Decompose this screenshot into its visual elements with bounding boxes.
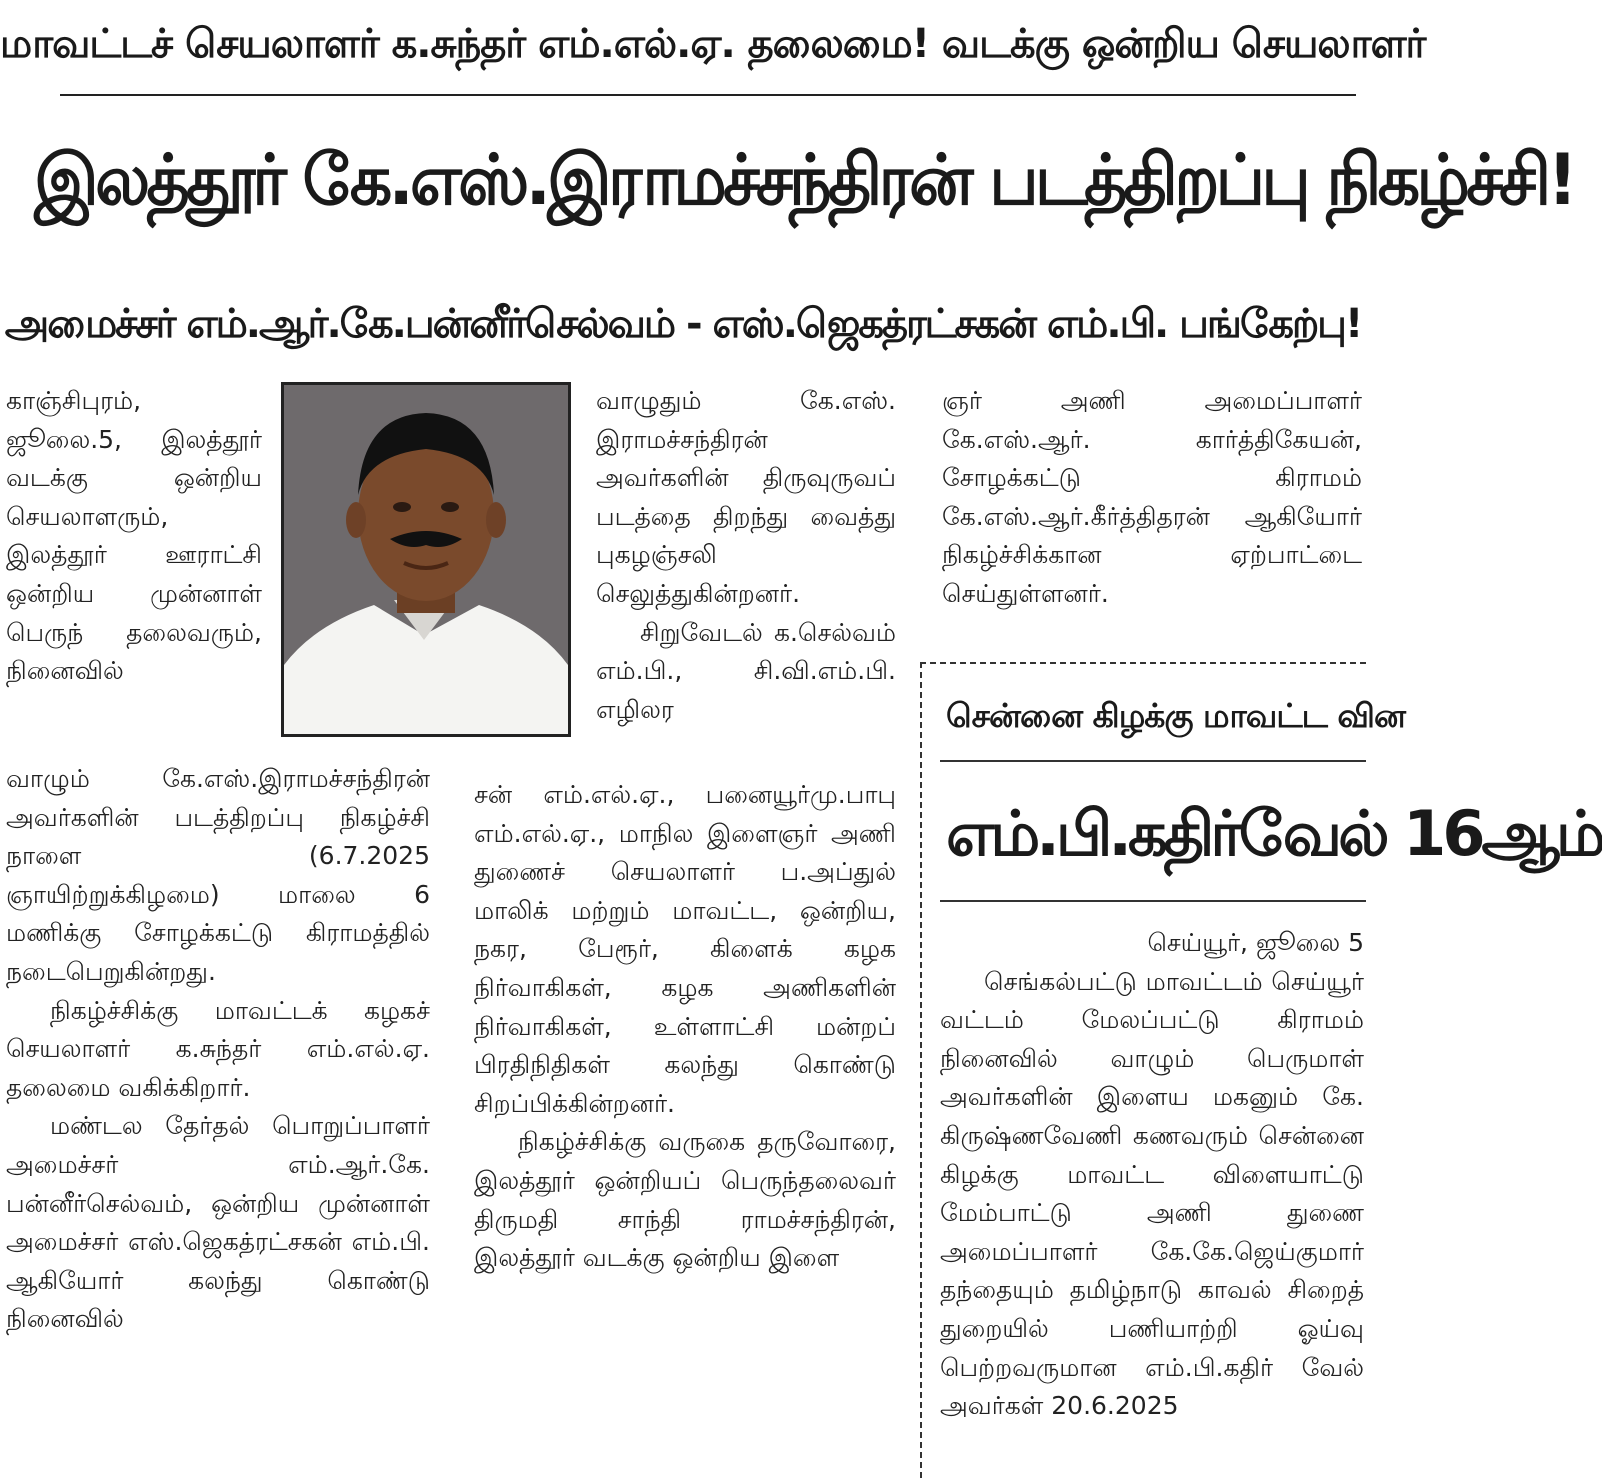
article-paragraph: சிறுவேடல் க.செல்வம் எம்.பி., சி.வி.எம்.பி. எழிலர <box>596 617 896 724</box>
article-paragraph: செங்கல்பட்டு மாவட்டம் செய்யூர் வட்டம் மேலப்பட்டு கிராமம் நினைவில் வாழும் பெருமாள் அவர்களின் இளைய மகனும் கே. கிருஷ்ணவேணி கணவரும் சென்னை கிழக்கு மாவட்ட விளையாட்டு மேம்பாட்டு அணி துணை அமைப்பாளர் கே.கே.ஜெய்குமார் தந்தையும் தமிழ்நாடு காவல் சிறைத் துறையில் பணியாற்றி ஓய்வு பெற்றவருமான எம்.பி.கதிர் வேல் அவர்கள் 20.6.2025 <box>940 966 1364 1421</box>
second-article-kicker: சென்னை கிழக்கு மாவட்ட வின <box>946 696 1405 735</box>
kicker-text: மாவட்டச் செயலாளர் க.சுந்தர் எம்.எல்.ஏ. தலைமை! வடக்கு ஒன்றிய செயலாளர் <box>0 21 1426 67</box>
subheadline: அமைச்சர் எம்.ஆர்.கே.பன்னீர்செல்வம் - எஸ்.ஜெகத்ரட்சகன் எம்.பி. பங்கேற்பு! <box>4 301 1362 347</box>
article-column-2-bottom <box>474 776 896 1478</box>
article-column-2-top <box>596 382 896 802</box>
article-paragraph: ஞர் அணி அமைப்பாளர் கே.எஸ்.ஆர். கார்த்திகேயன், சோழக்கட்டு கிராமம் கே.எஸ்.ஆர்.கீர்த்திதரன் ஆகியோர் நிகழ்ச்சிக்கான ஏற்பாட்டை செய்துள்ளனர். <box>942 386 1362 608</box>
kicker-rule <box>60 94 1356 96</box>
article-column-1-bottom <box>6 760 430 1478</box>
second-article-rule <box>940 760 1366 762</box>
second-article-body <box>940 924 1364 1478</box>
article-paragraph: காஞ்சிபுரம், ஜூலை.5, இலத்தூர் வடக்கு ஒன்றிய செயலாளரும், இலத்தூர் ஊராட்சி ஒன்றிய முன்னாள் பெருந் தலைவரும், நினைவில் <box>6 386 262 686</box>
second-article-dateline: செய்யூர், ஜூலை 5 <box>1147 928 1364 957</box>
portrait-photo <box>281 382 571 737</box>
article-paragraph: வாழும் கே.எஸ்.இராமச்சந்திரன் அவர்களின் படத்திறப்பு நிகழ்ச்சி நாளை (6.7.2025 ஞாயிற்றுக்கிழமை) மாலை 6 மணிக்கு சோழக்கட்டு கிராமத்தில் நடைபெறுகின்றது. <box>6 764 430 986</box>
article-column-1-top <box>6 382 262 762</box>
article-paragraph: நிகழ்ச்சிக்கு வருகை தருவோரை, இலத்தூர் ஒன்றியப் பெருந்தலைவர் திருமதி சாந்தி ராமச்சந்திரன், இலத்தூர் வடக்கு ஒன்றிய இளை <box>474 1127 896 1273</box>
article-paragraph: வாழுதும் கே.எஸ். இராமச்சந்திரன் அவர்களின் திருவுருவப் படத்தை திறந்து வைத்து புகழஞ்சலி செலுத்துகின்றனர். <box>596 386 896 608</box>
article-paragraph: மண்டல தேர்தல் பொறுப்பாளர் அமைச்சர் எம்.ஆர்.கே. பன்னீர்செல்வம், ஒன்றிய முன்னாள் அமைச்சர் எஸ்.ஜெகத்ரட்சகன் எம்.பி. ஆகியோர் கலந்து கொண்டு நினைவில் <box>6 1111 430 1334</box>
second-article-rule-bottom <box>940 900 1366 902</box>
main-headline: இலத்தூர் கே.எஸ்.இராமச்சந்திரன் படத்திறப்பு நிகழ்ச்சி! <box>34 139 1574 221</box>
article-paragraph: சன் எம்.எல்.ஏ., பனையூர்மு.பாபு எம்.எல்.ஏ., மாநில இளைஞர் அணி துணைச் செயலாளர் ப.அப்துல் மாலிக் மற்றும் மாவட்ட, ஒன்றிய, நகர, பேரூர், கிளைக் கழக நிர்வாகிகள், கழக அணிகளின் நிர்வாகிகள், உள்ளாட்சி மன்றப் பிரதிநிதிகள் கலந்து கொண்டு சிறப்பிக்கின்றனர். <box>474 780 896 1118</box>
article-column-3 <box>942 382 1362 652</box>
second-article-headline: எம்.பி.கதிர்வேல் 16ஆம் <box>946 797 1602 870</box>
portrait-illustration <box>284 385 568 734</box>
article-paragraph: நிகழ்ச்சிக்கு மாவட்டக் கழகச் செயலாளர் க.சுந்தர் எம்.எல்.ஏ. தலைமை வகிக்கிறார். <box>6 995 430 1102</box>
